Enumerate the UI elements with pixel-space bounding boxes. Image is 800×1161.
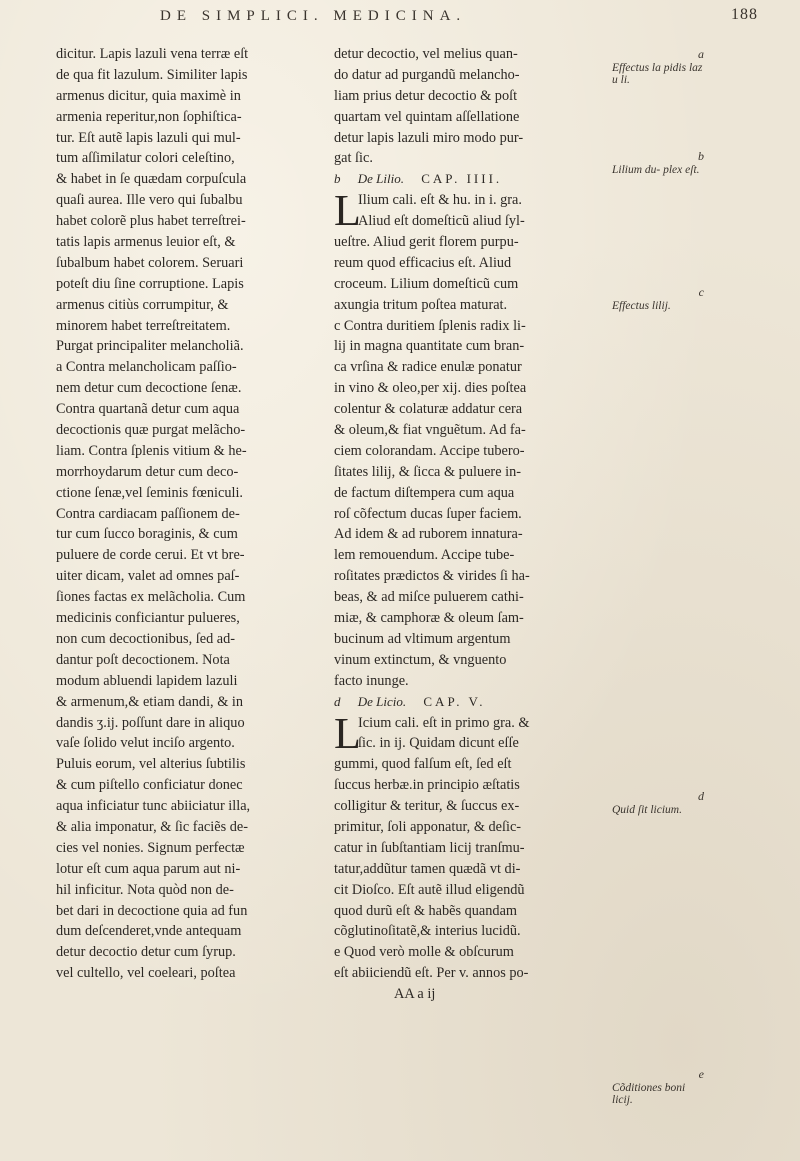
text-line: dum deſcenderet,vnde antequam (56, 923, 242, 940)
text-line: Ad idem & ad ruborem innatura- (334, 526, 523, 543)
text-line: bucinum ad vltimum argentum (334, 630, 511, 647)
dropcap-initial-l: L (334, 186, 361, 236)
running-title: DE SIMPLICI. MEDICINA. (160, 8, 467, 24)
margin-marker-a: a (698, 47, 704, 61)
margin-marker-b: b (698, 149, 704, 163)
left-text-column (56, 44, 318, 984)
text-line: detur lapis lazuli miro modo pur- (334, 129, 524, 146)
text-line: & alia imponatur, & ſic faciẽs de- (56, 818, 248, 835)
text-line: ca vrſina & radice enulæ ponatur (334, 359, 522, 376)
text-line: c Contra duritiem ſplenis radix li- (334, 317, 526, 334)
text-line: detur decoctio, vel melius quan- (334, 46, 518, 62)
text-line: croceum. Lilium domeſticũ cum (334, 275, 519, 292)
text-line: hil inficitur. Nota quòd non de- (56, 881, 234, 898)
margin-marker-c: c (698, 285, 704, 299)
margin-note-b (612, 150, 704, 176)
chapter-title-licio: De Licio. (357, 693, 407, 709)
text-line: in vino & oleo,per xij. dies poſtea (334, 380, 527, 397)
heading-marker-b: b (334, 171, 341, 187)
margin-note-d (612, 790, 704, 816)
chapter-number-iiii: CAP. IIII. (421, 171, 503, 187)
right-column-top-lines (334, 44, 602, 169)
text-line: quartam vel quintam aſſellatione (334, 108, 520, 125)
text-line: colligitur & teritur, & ſuccus ex- (334, 798, 520, 815)
text-line: non cum decoctionibus, ſed ad- (56, 630, 236, 647)
dropcap-block-lilio (334, 186, 602, 236)
text-line: ſic. in ij. Quidam dicunt eſſe (358, 735, 519, 752)
text-line: armenia reperitur,non ſophiſtica- (56, 108, 242, 125)
text-line: & oleum,& fiat vnguẽtum. Ad fa- (334, 422, 526, 439)
text-line: cõglutinoſitatẽ,& interius lucidũ. (334, 923, 521, 940)
text-line: detur decoctio detur cum ſyrup. (56, 944, 236, 961)
margin-note-text-b: Lilium du- plex eſt. (612, 164, 700, 176)
signature-mark: AA a ij (394, 986, 436, 1003)
text-line: ſuccus herbæ.in principio æſtatis (334, 777, 520, 794)
text-line: Contra cardiacam paſſionem de- (56, 505, 240, 522)
margin-note-text-c: Effectus lilij. (612, 300, 671, 312)
text-line: miæ, & camphoræ & oleum ſam- (334, 610, 524, 627)
text-line: lotur eſt cum aqua parum aut ni- (56, 860, 241, 877)
text-line: dicitur. Lapis lazuli vena terræ eſt (56, 46, 249, 62)
text-line: primitur, ſoli apponatur, & deſic- (334, 818, 522, 835)
dropcap-lines-licio (334, 708, 602, 758)
margin-note-e (612, 1068, 704, 1106)
text-line: Ilium cali. eſt & hu. in i. gra. (358, 192, 522, 209)
text-line: dandis ʒ.ij. poſſunt dare in aliquo (56, 714, 245, 731)
text-line: gummi, quod falſum eſt, ſed eſt (334, 756, 512, 773)
text-line: ſiones factas ex melãcholia. Cum (56, 589, 246, 606)
chapter-number-v: CAP. V. (423, 693, 486, 709)
text-line: reum quod efficacius eſt. Aliud (334, 254, 512, 271)
text-line: aqua inficiatur tunc abiiciatur illa, (56, 798, 251, 815)
dropcap-lines-lilio (334, 186, 602, 236)
text-line: modum abluendi lapidem lazuli (56, 672, 238, 689)
text-line: ciem colorandam. Accipe tubero- (334, 442, 525, 459)
text-line: liam. Contra ſplenis vitium & he- (56, 442, 247, 459)
text-line: Puluis eorum, vel alterius ſubtilis (56, 756, 246, 773)
margin-note-text-e: Cõditiones boni licij. (612, 1082, 686, 1106)
text-line: uiter dicam, valet ad omnes paſ- (56, 568, 240, 585)
text-line: ſitates lilij, & ſicca & puluere in- (334, 463, 521, 480)
text-line: quaſi aurea. Ille vero qui ſubalbu (56, 192, 243, 209)
text-line: vaſe ſolido velut inciſo argento. (56, 735, 235, 752)
page-number: 188 (731, 6, 758, 23)
chapter-heading-lilio (334, 169, 602, 190)
text-line: tatis lapis armenus leuior eſt, & (56, 234, 236, 251)
text-line: vinum extinctum, & vnguento (334, 651, 507, 668)
text-line: catur in ſubſtantiam licij tranſmu- (334, 839, 525, 856)
right-text-column (334, 44, 602, 1005)
text-line: eſt abiiciendũ eſt. Per v. annos po- (334, 965, 529, 982)
text-line: axungia tritum poſtea maturat. (334, 296, 508, 313)
chapter-heading-licio (334, 692, 602, 713)
dropcap-initial-l-2: L (334, 708, 361, 758)
text-line: armenus dicitur, quia maximè in (56, 87, 241, 104)
text-line: dantur poſt decoctionem. Nota (56, 651, 230, 668)
text-line: ſubalbum habet colorem. Seruari (56, 254, 244, 271)
text-line: tum aſſimilatur colori celeſtino, (56, 150, 235, 167)
text-line: armenus citiùs corrumpitur, & (56, 296, 229, 313)
text-line: de factum diſtempera cum aqua (334, 484, 515, 501)
text-line: vel cultello, vel coeleari, poſtea (56, 965, 236, 982)
chapter-title-lilio: De Lilio. (357, 171, 404, 187)
text-line: lem remouendum. Accipe tube- (334, 547, 515, 564)
text-line: de qua fit lazulum. Similiter lapis (56, 66, 248, 83)
text-line: gat ſic. (334, 150, 373, 167)
text-line: colentur & colaturæ addatur cera (334, 401, 523, 418)
text-line: e Quod verò molle & obſcurum (334, 944, 514, 961)
text-line: tur cum ſucco boraginis, & cum (56, 526, 238, 543)
text-line: quod durũ eſt & habẽs quandam (334, 902, 518, 919)
text-line: do datur ad purgandũ melancho- (334, 66, 520, 83)
text-line: liam prius detur decoctio & poſt (334, 87, 518, 104)
right-column-bottom-lines (334, 754, 602, 984)
text-line: tatur,addũtur tamen quædã vt di- (334, 860, 521, 877)
text-line: Contra quartanã detur cum aqua (56, 401, 240, 418)
text-line: Icium cali. eſt in primo gra. & (358, 714, 530, 731)
text-line: cies vel nonies. Signum perfectæ (56, 839, 245, 856)
text-line: decoctionis quæ purgat melãcho- (56, 422, 246, 439)
page-header (160, 8, 780, 32)
margin-note-c (612, 286, 704, 312)
text-line: tur. Eſt autẽ lapis lazuli qui mul- (56, 129, 241, 146)
margin-marker-e: e (698, 1067, 704, 1081)
right-column-middle-lines (334, 232, 602, 692)
text-line: poteſt diu ſine corruptione. Lapis (56, 275, 244, 292)
text-line: ueſtre. Aliud gerit florem purpu- (334, 234, 519, 251)
margin-note-text-a: Effectus la pidis laz u li. (612, 62, 703, 86)
dropcap-block-licio (334, 708, 602, 758)
text-line: nem detur cum decoctione ſenæ. (56, 380, 242, 397)
margin-note-a (612, 48, 704, 86)
text-line: Aliud eſt domeſticũ aliud ſyl- (358, 213, 525, 230)
text-line: puluere de corde cerui. Et vt bre- (56, 547, 245, 564)
margin-note-text-d: Quid ſit licium. (612, 804, 682, 816)
heading-marker-d: d (334, 693, 341, 709)
margin-marker-d: d (698, 789, 704, 803)
text-line: morrhoydarum detur cum deco- (56, 463, 239, 480)
text-line: roſitates prædictos & virides ſi ha- (334, 568, 530, 585)
text-line: Purgat principaliter melancholiã. (56, 338, 244, 355)
text-line: lij in magna quantitate cum bran- (334, 338, 525, 355)
text-line: cit Dioſco. Eſt autẽ illud eligendũ (334, 881, 525, 898)
text-line: roſ cõfectum ducas ſuper faciem. (334, 505, 522, 522)
text-line: medicinis conficiantur pulueres, (56, 610, 240, 627)
text-line: ctione ſenæ,vel ſeminis fœniculi. (56, 484, 244, 501)
text-line: & habet in ſe quædam corpuſcula (56, 171, 247, 188)
text-line: & cum piſtello conficiatur donec (56, 777, 243, 794)
text-line: bet dari in decoctione quia ad fun (56, 902, 248, 919)
text-line: facto inunge. (334, 672, 409, 689)
text-line: & armenum,& etiam dandi, & in (56, 693, 244, 710)
text-line: habet colorẽ plus habet terreſtrei- (56, 213, 246, 230)
text-line: a Contra melancholicam paſſio- (56, 359, 237, 376)
text-line: minorem habet terreſtreitatem. (56, 317, 231, 334)
text-line: beas, & ad miſce puluerem cathi- (334, 589, 524, 606)
